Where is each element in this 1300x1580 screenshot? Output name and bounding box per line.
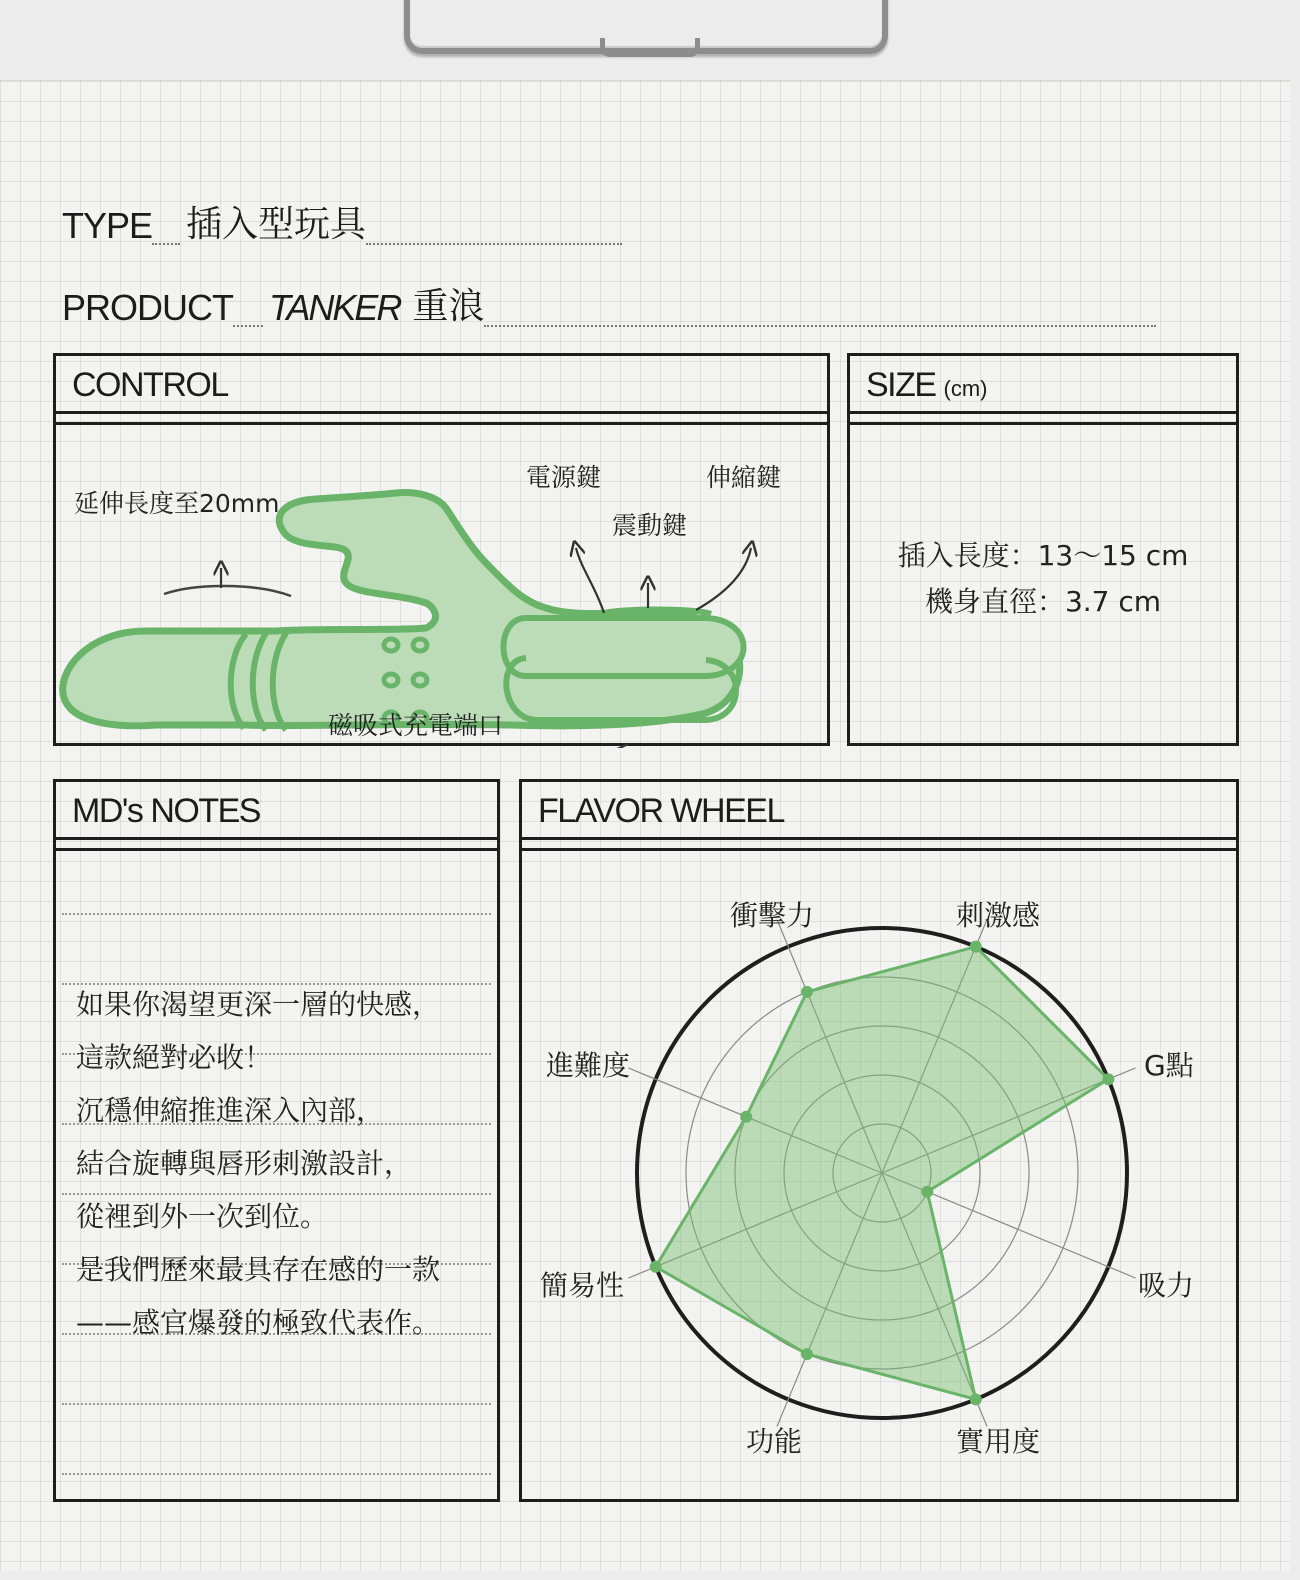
notes-body bbox=[76, 978, 440, 1349]
notes-title: MD's NOTES bbox=[56, 782, 497, 840]
radar-data-point bbox=[801, 1348, 813, 1360]
radar-data-point bbox=[740, 1111, 752, 1123]
telescopic-button-label: 伸縮鍵 bbox=[706, 463, 782, 492]
axis-label: 吸力 bbox=[1138, 1269, 1195, 1302]
notes-panel bbox=[53, 779, 500, 1502]
type-line bbox=[62, 196, 622, 247]
control-panel bbox=[53, 353, 830, 746]
axis-label: G點 bbox=[1144, 1049, 1194, 1082]
charging-port-label: 磁吸式充電端口 bbox=[328, 711, 504, 740]
notes-line: 從裡到外一次到位。 bbox=[76, 1200, 329, 1233]
flavor-radar-chart bbox=[522, 848, 1236, 1498]
diameter: 機身直徑：3.7 cm bbox=[924, 585, 1162, 618]
notes-line: 結合旋轉與唇形刺激設計， bbox=[76, 1147, 413, 1180]
axis-label: 刺激感 bbox=[956, 899, 1041, 932]
type-label: TYPE bbox=[62, 205, 153, 246]
flavor-title: FLAVOR WHEEL bbox=[522, 782, 1236, 840]
radar-data-point bbox=[921, 1186, 933, 1198]
radar-data-point bbox=[801, 986, 813, 998]
axis-label: 進難度 bbox=[546, 1049, 631, 1082]
power-button-label: 電源鍵 bbox=[526, 463, 602, 492]
product-line bbox=[62, 278, 1156, 329]
control-title: CONTROL bbox=[56, 356, 827, 414]
notes-line: ——感官爆發的極致代表作。 bbox=[76, 1306, 441, 1339]
radar-data-point bbox=[1102, 1073, 1114, 1085]
type-value: 插入型玩具 bbox=[186, 204, 367, 245]
notes-line: 如果你渴望更深一層的快感， bbox=[76, 988, 441, 1021]
product-label: PRODUCT bbox=[62, 287, 233, 328]
size-panel bbox=[847, 353, 1239, 746]
extend-label: 延伸長度至20mm bbox=[74, 489, 280, 518]
axis-label: 簡易性 bbox=[540, 1269, 625, 1302]
vibration-button-label: 震動鍵 bbox=[612, 511, 688, 540]
clipboard-clip-hinge bbox=[600, 38, 700, 57]
axis-label: 衝擊力 bbox=[730, 899, 815, 932]
notes-line: 沉穩伸縮推進深入內部， bbox=[76, 1094, 385, 1127]
axis-label: 功能 bbox=[746, 1425, 803, 1458]
size-unit: (cm) bbox=[943, 376, 988, 401]
radar-data-point bbox=[970, 1393, 982, 1405]
radar-data-point bbox=[970, 941, 982, 953]
insert-length: 插入長度：13～15 cm bbox=[897, 539, 1189, 572]
notes-line: 這款絕對必收！ bbox=[76, 1041, 273, 1074]
size-title: SIZE (cm) bbox=[850, 356, 1236, 414]
radar-data-point bbox=[650, 1261, 662, 1273]
product-name-zh: 重浪 bbox=[412, 286, 485, 327]
radar-data-area bbox=[656, 947, 1109, 1400]
notes-line: 是我們歷來最具存在感的一款 bbox=[76, 1253, 441, 1286]
axis-label: 實用度 bbox=[956, 1425, 1041, 1458]
product-name: TANKER bbox=[269, 287, 401, 328]
flavor-panel bbox=[519, 779, 1239, 1502]
